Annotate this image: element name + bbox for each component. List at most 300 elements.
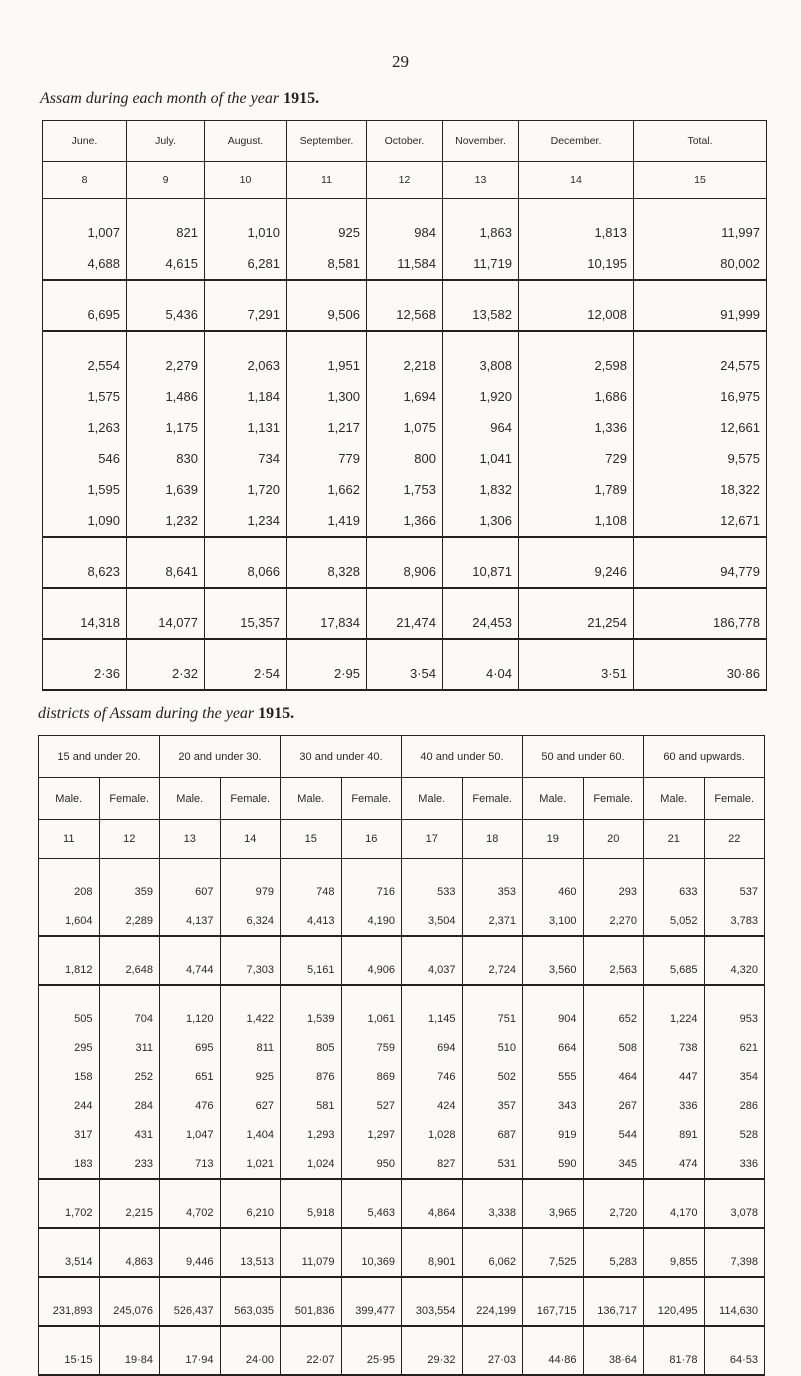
monthly-cell: 8,623 — [43, 556, 127, 588]
age-cell: 25·95 — [341, 1345, 402, 1375]
age-cell: 3,078 — [704, 1198, 765, 1228]
monthly-spacer-cell — [519, 280, 634, 299]
age-group-header: 50 and under 60. — [523, 736, 644, 778]
sex-header: Male. — [160, 778, 221, 820]
monthly-header-row — [43, 121, 767, 162]
monthly-cell: 12,568 — [367, 299, 443, 331]
monthly-spacer-cell — [127, 588, 205, 607]
age-cell: 3,783 — [704, 906, 765, 936]
age-cell: 627 — [220, 1091, 281, 1120]
age-cell: 651 — [160, 1062, 221, 1091]
age-cell: 607 — [160, 877, 221, 906]
monthly-spacer-cell — [634, 331, 767, 350]
age-spacer-cell — [644, 1326, 705, 1345]
monthly-cell: 1,863 — [443, 217, 519, 248]
bottom-table-caption — [38, 705, 294, 723]
monthly-spacer-cell — [287, 588, 367, 607]
monthly-cell: 17,834 — [287, 607, 367, 639]
age-cell: 904 — [523, 1004, 584, 1033]
monthly-cell: 4·04 — [443, 658, 519, 690]
age-cell: 4,137 — [160, 906, 221, 936]
age-cell: 3,338 — [462, 1198, 523, 1228]
age-cell: 474 — [644, 1149, 705, 1179]
monthly-cell: 779 — [287, 443, 367, 474]
age-cell: 2,270 — [583, 906, 644, 936]
age-cell: 1,047 — [160, 1120, 221, 1149]
age-spacer-cell — [402, 936, 463, 955]
monthly-cell: 6,695 — [43, 299, 127, 331]
monthly-cell: 2·36 — [43, 658, 127, 690]
age-cell: 64·53 — [704, 1345, 765, 1375]
monthly-cell: 1,184 — [205, 381, 287, 412]
age-spacer-cell — [281, 936, 342, 955]
age-cell: 953 — [704, 1004, 765, 1033]
monthly-spacer-cell — [443, 588, 519, 607]
age-cell: 5,161 — [281, 955, 342, 985]
age-spacer-cell — [462, 1179, 523, 1198]
sex-header: Female. — [462, 778, 523, 820]
age-cell: 431 — [99, 1120, 160, 1149]
top-caption-year: 1915. — [283, 90, 320, 107]
age-cell: 526,437 — [160, 1296, 221, 1326]
monthly-group-spacer — [43, 639, 767, 658]
bottom-caption-year: 1915. — [258, 705, 295, 722]
monthly-spacer-cell — [443, 331, 519, 350]
age-spacer-cell — [220, 1277, 281, 1296]
monthly-spacer-cell — [367, 199, 443, 218]
age-spacer-cell — [583, 1326, 644, 1345]
monthly-cell: 8,328 — [287, 556, 367, 588]
monthly-spacer-cell — [634, 537, 767, 556]
age-cell: 29·32 — [402, 1345, 463, 1375]
age-spacer-cell — [402, 985, 463, 1004]
age-cell: 2,724 — [462, 955, 523, 985]
monthly-data-row — [43, 412, 767, 443]
age-cell: 4,702 — [160, 1198, 221, 1228]
monthly-cell: 9,246 — [519, 556, 634, 588]
age-group-spacer — [39, 1179, 765, 1198]
age-spacer-cell — [160, 1326, 221, 1345]
monthly-cell: 11,719 — [443, 248, 519, 280]
column-number: 12 — [99, 820, 160, 859]
month-header: September. — [287, 121, 367, 162]
monthly-cell: 1,366 — [367, 505, 443, 537]
monthly-spacer-cell — [43, 588, 127, 607]
sex-header: Female. — [583, 778, 644, 820]
monthly-cell: 1,686 — [519, 381, 634, 412]
monthly-cell: 734 — [205, 443, 287, 474]
month-header: July. — [127, 121, 205, 162]
monthly-spacer-cell — [287, 199, 367, 218]
age-cell: 27·03 — [462, 1345, 523, 1375]
column-number: 9 — [127, 162, 205, 199]
age-spacer-cell — [704, 1179, 765, 1198]
age-cell: 5,283 — [583, 1247, 644, 1277]
monthly-spacer-cell — [443, 639, 519, 658]
age-group-header-row — [39, 736, 765, 778]
age-cell: 805 — [281, 1033, 342, 1062]
monthly-cell: 1,010 — [205, 217, 287, 248]
age-spacer-cell — [402, 859, 463, 878]
age-cell: 811 — [220, 1033, 281, 1062]
monthly-cell: 1,753 — [367, 474, 443, 505]
age-spacer-cell — [220, 936, 281, 955]
monthly-cell: 1,300 — [287, 381, 367, 412]
monthly-cell: 1,175 — [127, 412, 205, 443]
age-cell: 919 — [523, 1120, 584, 1149]
age-spacer-cell — [462, 936, 523, 955]
age-spacer-cell — [583, 1277, 644, 1296]
age-data-row — [39, 1091, 765, 1120]
age-data-row — [39, 1120, 765, 1149]
age-cell: 950 — [341, 1149, 402, 1179]
age-data-row — [39, 1198, 765, 1228]
age-cell: 293 — [583, 877, 644, 906]
age-cell: 9,446 — [160, 1247, 221, 1277]
monthly-spacer-cell — [634, 639, 767, 658]
age-cell: 5,685 — [644, 955, 705, 985]
monthly-cell: 30·86 — [634, 658, 767, 690]
age-data-row — [39, 1296, 765, 1326]
age-spacer-cell — [583, 936, 644, 955]
age-cell: 891 — [644, 1120, 705, 1149]
monthly-spacer-cell — [634, 280, 767, 299]
monthly-cell: 1,813 — [519, 217, 634, 248]
age-cell: 1,145 — [402, 1004, 463, 1033]
month-header: Total. — [634, 121, 767, 162]
age-cell: 633 — [644, 877, 705, 906]
monthly-cell: 6,281 — [205, 248, 287, 280]
age-spacer-cell — [220, 985, 281, 1004]
age-cell: 345 — [583, 1149, 644, 1179]
age-cell: 1,812 — [39, 955, 100, 985]
age-cell: 563,035 — [220, 1296, 281, 1326]
age-cell: 533 — [402, 877, 463, 906]
age-cell: 713 — [160, 1149, 221, 1179]
monthly-spacer-cell — [43, 199, 127, 218]
age-cell: 183 — [39, 1149, 100, 1179]
age-spacer-cell — [402, 1277, 463, 1296]
monthly-spacer-cell — [205, 280, 287, 299]
age-group-header: 30 and under 40. — [281, 736, 402, 778]
monthly-cell: 821 — [127, 217, 205, 248]
monthly-cell: 2,598 — [519, 350, 634, 381]
monthly-cell: 1,090 — [43, 505, 127, 537]
monthly-data-row — [43, 381, 767, 412]
age-cell: 704 — [99, 1004, 160, 1033]
age-spacer-cell — [644, 859, 705, 878]
monthly-cell: 21,474 — [367, 607, 443, 639]
monthly-cell: 2,063 — [205, 350, 287, 381]
month-header: August. — [205, 121, 287, 162]
month-header: October. — [367, 121, 443, 162]
age-spacer-cell — [281, 985, 342, 1004]
age-spacer-cell — [402, 1179, 463, 1198]
monthly-cell: 10,195 — [519, 248, 634, 280]
monthly-cell: 984 — [367, 217, 443, 248]
age-cell: 167,715 — [523, 1296, 584, 1326]
age-cell: 4,170 — [644, 1198, 705, 1228]
age-spacer-cell — [39, 985, 100, 1004]
age-cell: 231,893 — [39, 1296, 100, 1326]
monthly-data-row — [43, 556, 767, 588]
monthly-cell: 7,291 — [205, 299, 287, 331]
age-cell: 694 — [402, 1033, 463, 1062]
age-data-row — [39, 955, 765, 985]
age-cell: 11,079 — [281, 1247, 342, 1277]
monthly-spacer-cell — [443, 537, 519, 556]
age-cell: 311 — [99, 1033, 160, 1062]
monthly-cell: 8,066 — [205, 556, 287, 588]
monthly-spacer-cell — [367, 588, 443, 607]
month-header: June. — [43, 121, 127, 162]
monthly-cell: 1,131 — [205, 412, 287, 443]
age-data-row — [39, 1345, 765, 1375]
age-cell: 1,061 — [341, 1004, 402, 1033]
age-cell: 44·86 — [523, 1345, 584, 1375]
sex-header: Female. — [220, 778, 281, 820]
age-cell: 10,369 — [341, 1247, 402, 1277]
age-group-spacer — [39, 1326, 765, 1345]
age-cell: 687 — [462, 1120, 523, 1149]
age-data-row — [39, 1062, 765, 1091]
monthly-table — [42, 120, 767, 691]
monthly-spacer-cell — [367, 280, 443, 299]
age-cell: 8,901 — [402, 1247, 463, 1277]
monthly-spacer-cell — [43, 280, 127, 299]
monthly-cell: 12,661 — [634, 412, 767, 443]
age-cell: 1,422 — [220, 1004, 281, 1033]
age-cell: 4,864 — [402, 1198, 463, 1228]
age-cell: 581 — [281, 1091, 342, 1120]
monthly-cell: 1,951 — [287, 350, 367, 381]
age-group-header: 60 and upwards. — [644, 736, 765, 778]
monthly-spacer-cell — [287, 537, 367, 556]
age-spacer-cell — [704, 1277, 765, 1296]
age-cell: 716 — [341, 877, 402, 906]
age-data-row — [39, 1004, 765, 1033]
age-spacer-cell — [160, 936, 221, 955]
age-spacer-cell — [704, 859, 765, 878]
monthly-cell: 2·95 — [287, 658, 367, 690]
monthly-cell: 18,322 — [634, 474, 767, 505]
age-cell: 4,413 — [281, 906, 342, 936]
monthly-cell: 12,671 — [634, 505, 767, 537]
age-spacer-cell — [583, 1179, 644, 1198]
age-cell: 5,918 — [281, 1198, 342, 1228]
age-table — [38, 735, 765, 1376]
age-cell: 2,371 — [462, 906, 523, 936]
age-spacer-cell — [341, 859, 402, 878]
age-cell: 424 — [402, 1091, 463, 1120]
monthly-cell: 15,357 — [205, 607, 287, 639]
age-cell: 354 — [704, 1062, 765, 1091]
monthly-data-row — [43, 505, 767, 537]
monthly-cell: 1,232 — [127, 505, 205, 537]
monthly-spacer-cell — [127, 280, 205, 299]
age-spacer-cell — [160, 1179, 221, 1198]
age-spacer-cell — [704, 985, 765, 1004]
age-spacer-cell — [39, 936, 100, 955]
age-cell: 19·84 — [99, 1345, 160, 1375]
monthly-cell: 91,999 — [634, 299, 767, 331]
age-cell: 3,100 — [523, 906, 584, 936]
age-group-spacer — [39, 1228, 765, 1247]
age-cell: 7,303 — [220, 955, 281, 985]
age-group-header: 40 and under 50. — [402, 736, 523, 778]
monthly-spacer-cell — [634, 588, 767, 607]
age-spacer-cell — [704, 1228, 765, 1247]
age-spacer-cell — [462, 859, 523, 878]
age-cell: 1,120 — [160, 1004, 221, 1033]
age-cell: 336 — [704, 1149, 765, 1179]
age-cell: 537 — [704, 877, 765, 906]
age-spacer-cell — [99, 1277, 160, 1296]
age-cell: 527 — [341, 1091, 402, 1120]
age-spacer-cell — [160, 985, 221, 1004]
age-spacer-cell — [402, 1228, 463, 1247]
monthly-cell: 2·54 — [205, 658, 287, 690]
monthly-cell: 5,436 — [127, 299, 205, 331]
age-cell: 267 — [583, 1091, 644, 1120]
monthly-spacer-cell — [43, 331, 127, 350]
monthly-cell: 8,641 — [127, 556, 205, 588]
age-cell: 869 — [341, 1062, 402, 1091]
age-data-row — [39, 906, 765, 936]
age-cell: 353 — [462, 877, 523, 906]
monthly-cell: 2,279 — [127, 350, 205, 381]
age-cell: 748 — [281, 877, 342, 906]
age-spacer-cell — [220, 1179, 281, 1198]
age-cell: 9,855 — [644, 1247, 705, 1277]
monthly-spacer-cell — [43, 639, 127, 658]
monthly-cell: 546 — [43, 443, 127, 474]
monthly-cell: 1,108 — [519, 505, 634, 537]
age-spacer-cell — [160, 859, 221, 878]
age-cell: 510 — [462, 1033, 523, 1062]
age-cell: 7,398 — [704, 1247, 765, 1277]
sex-header: Male. — [644, 778, 705, 820]
age-cell: 120,495 — [644, 1296, 705, 1326]
age-group-spacer — [39, 859, 765, 878]
age-cell: 544 — [583, 1120, 644, 1149]
monthly-cell: 1,575 — [43, 381, 127, 412]
age-cell: 1,024 — [281, 1149, 342, 1179]
column-number: 15 — [634, 162, 767, 199]
monthly-cell: 1,789 — [519, 474, 634, 505]
monthly-spacer-cell — [367, 331, 443, 350]
age-cell: 528 — [704, 1120, 765, 1149]
monthly-cell: 1,639 — [127, 474, 205, 505]
top-caption-text: Assam during each month of the year — [40, 90, 280, 107]
monthly-group-spacer — [43, 588, 767, 607]
age-cell: 476 — [160, 1091, 221, 1120]
monthly-cell: 1,007 — [43, 217, 127, 248]
age-cell: 1,021 — [220, 1149, 281, 1179]
age-cell: 4,744 — [160, 955, 221, 985]
column-number: 8 — [43, 162, 127, 199]
monthly-cell: 1,306 — [443, 505, 519, 537]
age-cell: 3,965 — [523, 1198, 584, 1228]
age-spacer-cell — [281, 859, 342, 878]
age-data-row — [39, 1149, 765, 1179]
monthly-cell: 729 — [519, 443, 634, 474]
page-number: 29 — [392, 52, 409, 71]
age-cell: 24·00 — [220, 1345, 281, 1375]
month-header: November. — [443, 121, 519, 162]
age-cell: 3,504 — [402, 906, 463, 936]
age-spacer-cell — [220, 859, 281, 878]
age-group-spacer — [39, 936, 765, 955]
monthly-spacer-cell — [443, 199, 519, 218]
age-cell: 359 — [99, 877, 160, 906]
age-cell: 759 — [341, 1033, 402, 1062]
age-spacer-cell — [39, 859, 100, 878]
bottom-caption-text: districts of Assam during the year — [38, 705, 255, 722]
age-cell: 7,525 — [523, 1247, 584, 1277]
monthly-cell: 186,778 — [634, 607, 767, 639]
monthly-cell: 14,318 — [43, 607, 127, 639]
age-spacer-cell — [644, 1277, 705, 1296]
age-data-row — [39, 877, 765, 906]
age-cell: 695 — [160, 1033, 221, 1062]
age-cell: 252 — [99, 1062, 160, 1091]
age-cell: 4,190 — [341, 906, 402, 936]
age-cell: 1,293 — [281, 1120, 342, 1149]
monthly-cell: 12,008 — [519, 299, 634, 331]
age-cell: 1,404 — [220, 1120, 281, 1149]
age-spacer-cell — [462, 1228, 523, 1247]
age-cell: 2,215 — [99, 1198, 160, 1228]
monthly-spacer-cell — [127, 537, 205, 556]
age-spacer-cell — [583, 1228, 644, 1247]
monthly-spacer-cell — [367, 537, 443, 556]
age-spacer-cell — [99, 936, 160, 955]
age-spacer-cell — [704, 936, 765, 955]
monthly-data-row — [43, 474, 767, 505]
age-cell: 343 — [523, 1091, 584, 1120]
age-spacer-cell — [99, 1179, 160, 1198]
monthly-cell: 8,906 — [367, 556, 443, 588]
monthly-cell: 2·32 — [127, 658, 205, 690]
age-cell: 652 — [583, 1004, 644, 1033]
monthly-spacer-cell — [205, 639, 287, 658]
age-cell: 505 — [39, 1004, 100, 1033]
age-column-number-row — [39, 820, 765, 859]
column-number: 11 — [39, 820, 100, 859]
age-cell: 751 — [462, 1004, 523, 1033]
age-cell: 746 — [402, 1062, 463, 1091]
age-spacer-cell — [341, 1179, 402, 1198]
monthly-cell: 10,871 — [443, 556, 519, 588]
monthly-data-row — [43, 299, 767, 331]
age-cell: 15·15 — [39, 1345, 100, 1375]
column-number: 14 — [220, 820, 281, 859]
age-spacer-cell — [583, 859, 644, 878]
age-spacer-cell — [99, 1326, 160, 1345]
monthly-cell: 925 — [287, 217, 367, 248]
monthly-cell: 830 — [127, 443, 205, 474]
age-spacer-cell — [39, 1228, 100, 1247]
monthly-cell: 3·54 — [367, 658, 443, 690]
age-spacer-cell — [462, 1326, 523, 1345]
age-spacer-cell — [402, 1326, 463, 1345]
age-cell: 38·64 — [583, 1345, 644, 1375]
age-spacer-cell — [281, 1277, 342, 1296]
age-cell: 979 — [220, 877, 281, 906]
age-spacer-cell — [523, 985, 584, 1004]
monthly-cell: 1,486 — [127, 381, 205, 412]
